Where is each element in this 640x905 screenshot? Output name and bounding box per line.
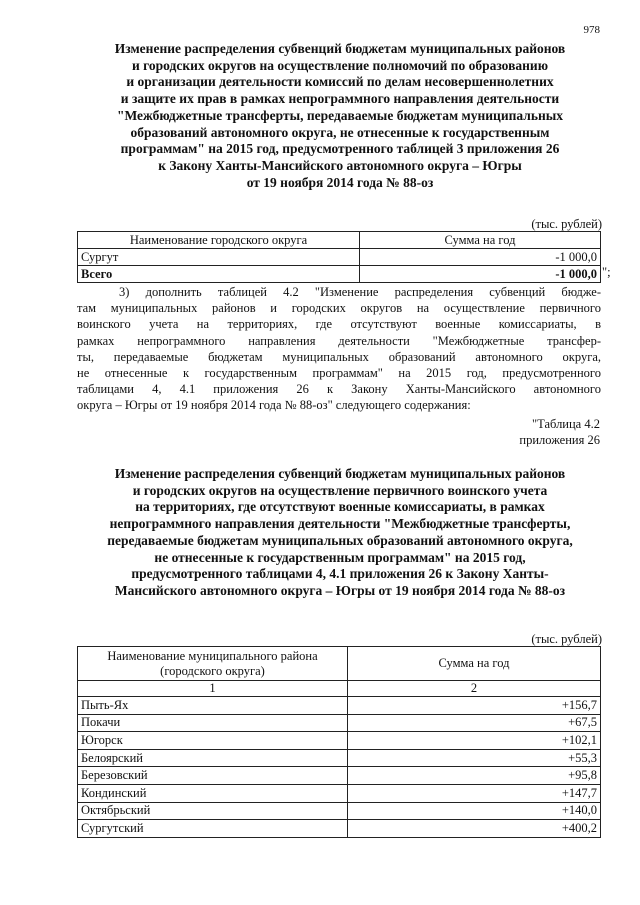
section2-title — [70, 466, 610, 600]
table-row — [78, 767, 601, 785]
row-name: Сургут — [78, 249, 360, 266]
title-line: Изменение распределения субвенций бюджетам муниципальных районов — [114, 41, 566, 56]
units-label: (тыс. рублей) — [531, 632, 602, 646]
title-line: программам" на 2015 год, предусмотренного таблицей 3 приложения 26 — [120, 141, 560, 157]
city-district-table — [77, 231, 601, 283]
paragraph-line: округа – Югры от 19 ноября 2014 года № 88-оз" следующего содержания: — [77, 398, 471, 413]
row-amount: +400,2 — [348, 820, 601, 838]
title-line: на территориях, где отсутствуют военные комиссариаты, в рамках — [135, 499, 545, 515]
table-header-row — [78, 232, 601, 249]
table-row — [78, 249, 601, 266]
row-amount: -1 000,0 — [360, 249, 601, 266]
row-name: Покачи — [78, 714, 348, 732]
title-line: и защите их прав в рамках непрограммного направления деятельности — [120, 91, 560, 107]
total-label: Всего — [78, 266, 360, 283]
amendment-paragraph — [77, 284, 601, 414]
table-row — [78, 714, 601, 732]
row-name: Пыть-Ях — [78, 697, 348, 715]
column-header-amount: Сумма на год — [360, 232, 601, 249]
units-label: (тыс. рублей) — [531, 217, 602, 231]
row-name: Кондинский — [78, 784, 348, 802]
paragraph-line: не отнесенные к государственным программам" на 2015 год, предусмотренного — [77, 366, 601, 381]
title-line: образований автономного округа, не отнесенные к государственным — [130, 124, 550, 140]
table-ref-line: приложения 26 — [519, 433, 600, 448]
row-amount: +140,0 — [348, 802, 601, 820]
paragraph-line: 3) дополнить таблицей 4.2 "Изменение распределения субвенций бюдже- — [119, 285, 601, 299]
page-number: 978 — [583, 24, 600, 36]
title-line: не отнесенные к государственным программам" на 2015 год, — [154, 549, 526, 565]
row-name: Белоярский — [78, 749, 348, 767]
row-amount: +156,7 — [348, 697, 601, 715]
closing-quote: "; — [602, 265, 611, 279]
table-row — [78, 820, 601, 838]
row-amount: +67,5 — [348, 714, 601, 732]
row-amount: +102,1 — [348, 732, 601, 750]
column-header-name: Наименование муниципального района (городского округа) — [78, 647, 348, 681]
row-amount: +55,3 — [348, 749, 601, 767]
paragraph-line: рамках непрограммного направления деятельности "Межбюджетные трансфер- — [77, 333, 601, 348]
title-line: Изменение распределения субвенций бюджетам муниципальных районов — [114, 466, 566, 481]
title-line: и организации деятельности комиссий по делам несовершеннолетних — [126, 74, 554, 90]
title-line: и городских округов на осуществление полномочий по образованию — [131, 57, 549, 73]
table-total-row — [78, 266, 601, 283]
section1-title — [70, 41, 610, 191]
table-ref-line: "Таблица 4.2 — [532, 417, 600, 431]
column-number-row — [78, 681, 601, 697]
table-header-row — [78, 647, 601, 681]
paragraph-line: ты, передаваемые бюджетам муниципальных образований автономного округа, — [77, 349, 601, 364]
row-amount: +95,8 — [348, 767, 601, 785]
row-amount: +147,7 — [348, 784, 601, 802]
title-line: Мансийского автономного округа – Югры от 19 ноября 2014 года № 88-оз — [114, 582, 566, 598]
title-line: передаваемые бюджетам муниципальных образований автономного округа, — [107, 532, 573, 548]
table-row — [78, 732, 601, 750]
row-name: Октябрьский — [78, 802, 348, 820]
row-name: Березовский — [78, 767, 348, 785]
total-amount: -1 000,0 — [360, 266, 601, 283]
paragraph-line: таблицами 4, 4.1 приложения 26 к Закону Ханты-Мансийского автономного — [77, 382, 601, 397]
title-line: к Закону Ханты-Мансийского автономного округа – Югры — [158, 157, 522, 173]
table-row — [78, 749, 601, 767]
table-row — [78, 697, 601, 715]
title-line: предусмотренного таблицами 4, 4.1 приложения 26 к Закону Ханты- — [131, 566, 549, 582]
paragraph-line: там муниципальных районов и городских округов на осуществление первичного — [77, 301, 601, 316]
title-line: непрограммного направления деятельности "Межбюджетные трансферты, — [109, 516, 571, 532]
municipal-district-table — [77, 646, 601, 838]
table-row — [78, 784, 601, 802]
row-name: Сургутский — [78, 820, 348, 838]
title-line: и городских округов на осуществление первичного воинского учета — [132, 482, 548, 498]
column-number: 2 — [348, 681, 601, 697]
column-header-amount: Сумма на год — [348, 647, 601, 681]
paragraph-line: воинского учета на территориях, где отсутствуют военные комиссариаты, в — [77, 317, 601, 332]
title-line: "Межбюджетные трансферты, передаваемые бюджетам муниципальных — [116, 107, 564, 123]
column-header-name: Наименование городского округа — [78, 232, 360, 249]
title-line: от 19 ноября 2014 года № 88-оз — [246, 174, 434, 190]
column-number: 1 — [78, 681, 348, 697]
table-reference — [519, 416, 600, 448]
table-row — [78, 802, 601, 820]
row-name: Югорск — [78, 732, 348, 750]
